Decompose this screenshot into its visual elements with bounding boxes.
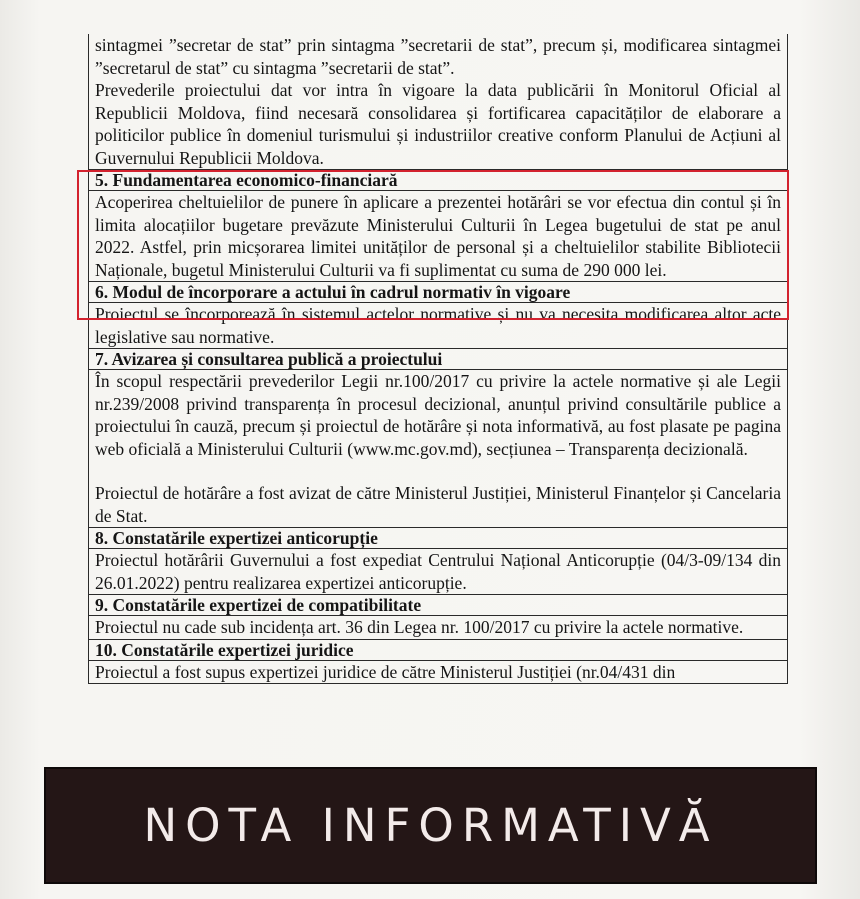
- banner-title: NOTA INFORMATIVĂ: [143, 799, 718, 852]
- section-6-title: 6. Modul de încorporare a actului în cadrul normativ în vigoare: [89, 282, 787, 303]
- section-5-body: Acoperirea cheltuielilor de punere în aplicare a prezentei hotărâri se vor efectua din contul și în limita alocațiilor bugetare prevăzute Ministerului Culturii în Legea bugetului de stat pe anul 2022. Astfel, prin micșorarea limitei unităților de personal și a cheltuielilor stabilite Bibliotecii Naționale, bugetul Ministerului Culturii va fi suplimentat cu suma de 290 000 lei.: [95, 192, 781, 280]
- section-10: [89, 640, 787, 685]
- section-9-body: Proiectul nu cade sub incidența art. 36 din Legea nr. 100/2017 cu privire la actele normative.: [95, 617, 744, 637]
- section-8-title: 8. Constatările expertizei anticorupție: [89, 528, 787, 549]
- section-7-body-1: În scopul respectării prevederilor Legii nr.100/2017 cu privire la actele normative și ale Legii nr.239/2008 privind transparența în procesul decizional, anunțul privind consultările publice a proiectului în cauză, precum și proiectul de hotărâre și nota informativă, au fost plasate pe pagina web oficială a Ministerului Culturii (www.mc.gov.md), secțiunea – Transparența decizională.: [95, 371, 781, 459]
- section-10-title: 10. Constatările expertizei juridice: [89, 640, 787, 661]
- section-9: [89, 595, 787, 640]
- section-5-title: 5. Fundamentarea economico-financiară: [89, 170, 787, 191]
- document-table: [88, 34, 788, 684]
- section-8-body: Proiectul hotărârii Guvernului a fost expediat Centrului Național Anticorupție (04/3-09/134 din 26.01.2022) pentru realizarea expertizei anticorupție.: [95, 550, 781, 593]
- intro-paragraph-1: sintagmei ”secretar de stat” prin sintagma ”secretarii de stat”, precum și, modificarea sintagmei ”secretarul de stat” cu sintagma ”secretarii de stat”.: [95, 35, 781, 78]
- section-7-title: 7. Avizarea și consultarea publică a proiectului: [89, 349, 787, 370]
- intro-section: [89, 34, 787, 170]
- section-9-title: 9. Constatările expertizei de compatibilitate: [89, 595, 787, 616]
- section-5-highlight-box: [77, 170, 789, 320]
- section-7-body-2: Proiectul de hotărâre a fost avizat de către Ministerul Justiției, Ministerul Finanțelor și Cancelaria de Stat.: [95, 483, 781, 526]
- section-8: [89, 528, 787, 595]
- section-10-body: Proiectul a fost supus expertizei juridice de către Ministerul Justiției (nr.04/431 din: [95, 661, 676, 682]
- section-6-body: Proiectul se încorporează în sistemul actelor normative și nu va necesita modificarea altor acte legislative sau normative.: [95, 304, 781, 347]
- title-banner: [44, 767, 817, 884]
- section-7: [89, 349, 787, 528]
- intro-paragraph-2: Prevederile proiectului dat vor intra în vigoare la data publicării în Monitorul Oficial al Republicii Moldova, fiind necesară consolidarea și fortificarea capacităților de elaborare a politicilor publice în domeniul turismului și industriilor creative conform Planului de Acțiuni al Guvernului Republicii Moldova.: [95, 80, 781, 168]
